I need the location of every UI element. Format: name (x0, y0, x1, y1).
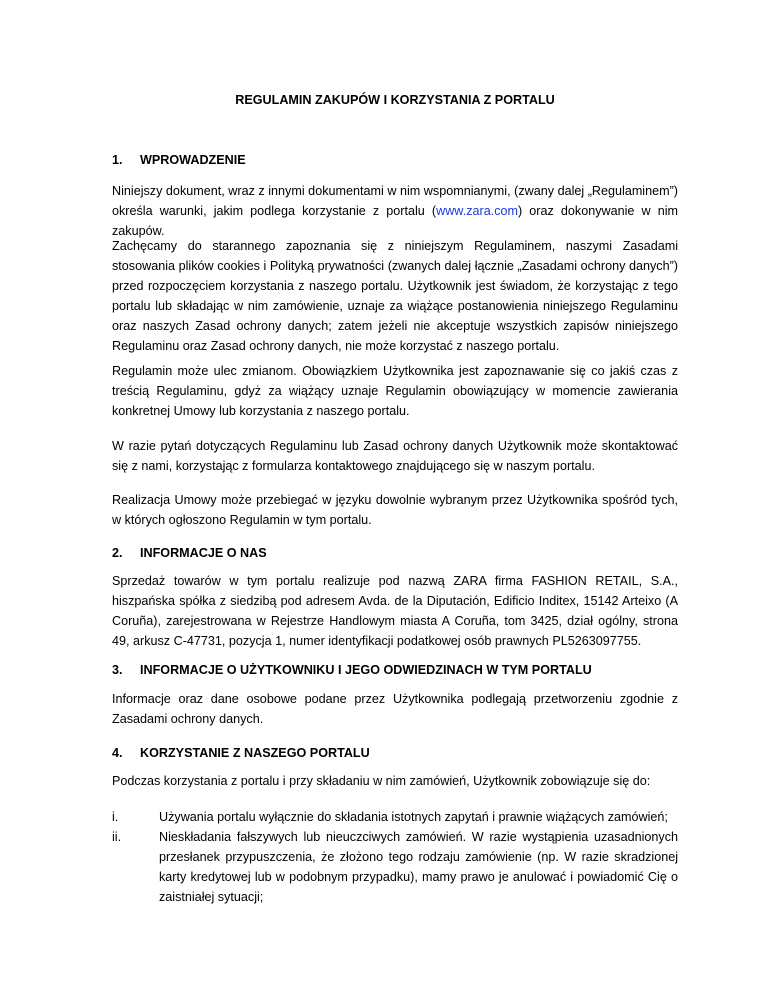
intro-paragraph-2: Zachęcamy do starannego zapoznania się z niniejszym Regulaminem, naszymi Zasadami stosowania plików cookies i Polityką prywatności (zwanych dalej łącznie „Zasadami ochrony danych”) przed rozpoczęciem korzystania z naszego portalu. Użytkownik jest świadom, że korzystając z tego portalu lub składając w nim zamówienie, uznaje za wiążące postanowienia niniejszego Regulaminu oraz naszych Zasad ochrony danych; zatem jeżeli nie akceptuje wszystkich zapisów niniejszego Regulaminu oraz Zasad ochrony danych, nie może korzystać z naszego portalu. (112, 239, 678, 353)
section-heading-4 (112, 746, 370, 760)
usage-paragraph: Podczas korzystania z portalu i przy składaniu w nim zamówień, Użytkownik zobowiązuje się do: (112, 774, 651, 788)
section-number: 3. (112, 663, 123, 677)
intro-text-end: ) oraz dokonywanie w nim zakupów. (112, 204, 678, 238)
section-heading-2 (112, 546, 267, 560)
section-title: KORZYSTANIE Z NASZEGO PORTALU (140, 746, 370, 760)
section-number: 1. (112, 153, 123, 167)
section-number: 4. (112, 746, 123, 760)
intro-paragraph-5: Realizacja Umowy może przebiegać w języku dowolnie wybranym przez Użytkownika spośród tych, w których ogłoszono Regulamin w tym portalu. (112, 493, 678, 527)
section-number: 2. (112, 546, 123, 560)
about-paragraph: Sprzedaż towarów w tym portalu realizuje pod nazwą ZARA firma FASHION RETAIL, S.A., hiszpańska spółka z siedzibą pod adresem Avda. de la Diputación, Edificio Inditex, 15142 Arteixo (A Coruña), zarejestrowana w Rejestrze Handlowym miasta A Coruña, tom 3425, dział ogólny, strona 49, arkusz C-47731, pozycja 1, numer identyfikacji podatkowej osób prawnych PL5263097755. (112, 574, 678, 648)
section-heading-3 (112, 663, 592, 677)
zara-link[interactable]: www.zara.com (436, 204, 518, 218)
section-title: INFORMACJE O NAS (140, 546, 267, 560)
list-marker: ii. (112, 830, 122, 844)
intro-paragraph-3: Regulamin może ulec zmianom. Obowiązkiem Użytkownika jest zapoznawanie się co jakiś czas z treścią Regulaminu, gdyż za wiążący uznaje Regulamin obowiązujący w momencie zawierania konkretnej Umowy lub korzystania z naszego portalu. (112, 364, 678, 418)
intro-paragraph-4: W razie pytań dotyczących Regulaminu lub Zasad ochrony danych Użytkownik może skontaktować się z nami, korzystając z formularza kontaktowego znajdującego się w naszym portalu. (112, 439, 678, 473)
intro-text: Niniejszy dokument, wraz z innymi dokumentami w nim wspomnianymi, (zwany dalej „Regulaminem”) określa warunki, jakim podlega korzystanie z portalu ( (112, 184, 678, 218)
document-title: REGULAMIN ZAKUPÓW I KORZYSTANIA Z PORTALU (235, 93, 555, 107)
section-title: WPROWADZENIE (140, 153, 246, 167)
list-text: Nieskładania fałszywych lub nieuczciwych zamówień. W razie wystąpienia uzasadnionych przesłanek przypuszczenia, że złożono tego rodzaju zamówienie (np. W razie skradzionej karty kredytowej lub w podobnym przypadku), mamy prawo je anulować i powiadomić Cię o zaistniałej sytuacji; (159, 830, 678, 904)
list-text: Używania portalu wyłącznie do składania istotnych zapytań i prawnie wiążących zamówień; (159, 810, 668, 824)
section-title: INFORMACJE O UŻYTKOWNIKU I JEGO ODWIEDZINACH W TYM PORTALU (140, 663, 592, 677)
user-info-paragraph: Informacje oraz dane osobowe podane przez Użytkownika podlegają przetworzeniu zgodnie z Zasadami ochrony danych. (112, 692, 678, 726)
list-marker: i. (112, 810, 119, 824)
intro-paragraph-1 (112, 181, 678, 241)
section-heading-1 (112, 153, 246, 167)
